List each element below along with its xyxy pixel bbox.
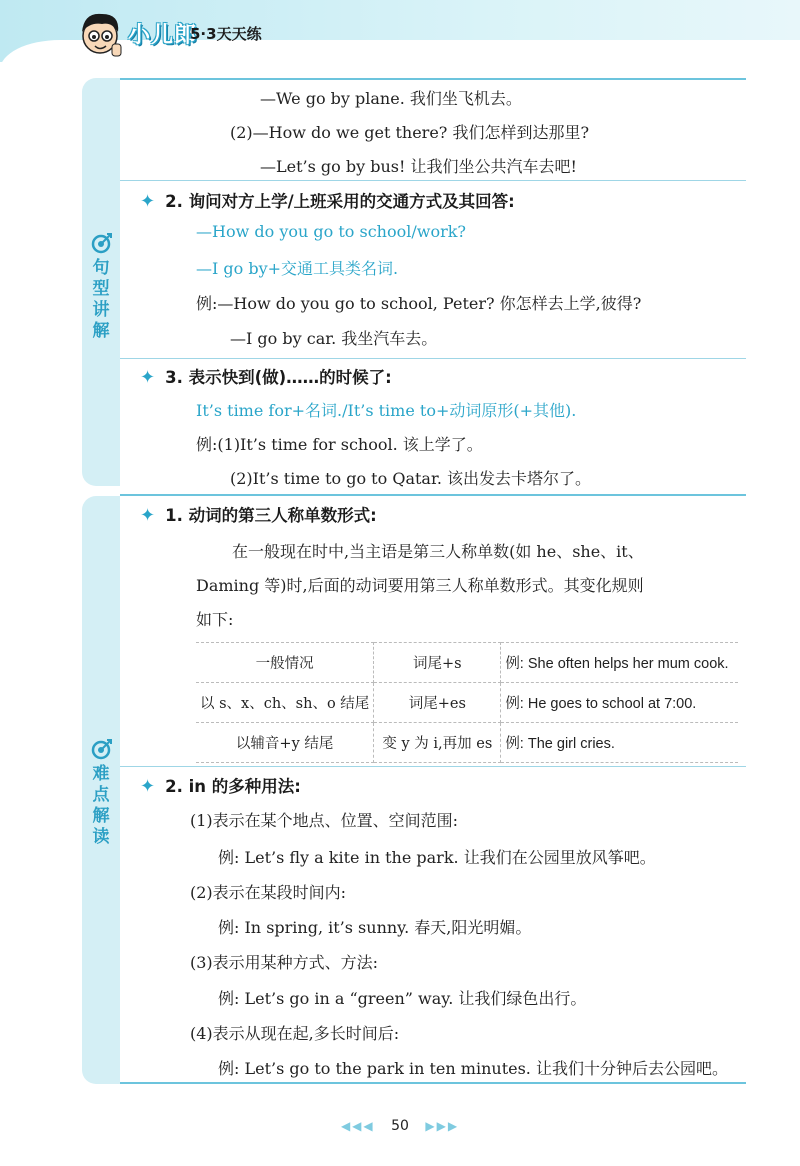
example-line: —We go by plane. 我们坐飞机去。 <box>260 89 522 108</box>
usage-line: (3)表示用某种方式、方法: <box>190 953 379 972</box>
paragraph-line: Daming 等)时,后面的动词要用第三人称单数形式。其变化规则 <box>196 576 644 595</box>
sparkle-icon: ✦ <box>140 191 156 212</box>
table-row <box>196 723 738 763</box>
table-cell: 一般情况 <box>196 643 374 683</box>
pattern-line: —How do you go to school/work? <box>196 222 466 241</box>
mascot-icon <box>72 6 128 62</box>
usage-line: (2)表示在某段时间内: <box>190 883 347 902</box>
brand-series: 5·3天天练 <box>190 25 262 43</box>
example-line: 例:(1)It’s time for school. 该上学了。 <box>196 435 483 454</box>
sidebar-label-char: 点 <box>92 785 110 805</box>
table-cell: 变 y 为 i,再加 es <box>374 723 501 763</box>
sidebar-label-char: 讲 <box>92 300 110 320</box>
example-line: (2)—How do we get there? 我们怎样到达那里? <box>230 123 590 142</box>
example-line: —I go by car. 我坐汽车去。 <box>230 329 438 348</box>
divider <box>120 180 746 181</box>
page-number: 50 <box>391 1118 409 1134</box>
sparkle-icon: ✦ <box>140 367 156 388</box>
sidebar-label-char: 型 <box>92 279 110 299</box>
item-heading: ✦ 2. in 的多种用法: <box>140 776 301 797</box>
paragraph-line: 如下: <box>196 610 234 629</box>
table-row <box>196 643 738 683</box>
divider <box>120 78 746 80</box>
table-cell: 以 s、x、ch、sh、o 结尾 <box>196 683 374 723</box>
example-line: 例:—How do you go to school, Peter? 你怎样去上学,彼得? <box>196 294 642 313</box>
example-line: —Let’s go by bus! 让我们坐公共汽车去吧! <box>260 157 577 176</box>
right-arrows-icon: ▶▶▶ <box>425 1119 460 1133</box>
sidebar-difficulty-explanation <box>82 496 120 1084</box>
pattern-line: It’s time for+名词./It’s time to+动词原形(+其他). <box>196 401 577 420</box>
item-heading: ✦ 1. 动词的第三人称单数形式: <box>140 505 377 526</box>
sidebar-label-char: 解 <box>92 321 110 341</box>
sidebar-label-char: 难 <box>92 764 110 784</box>
table-cell: 以辅音+y 结尾 <box>196 723 374 763</box>
table-cell: 例: He goes to school at 7:00. <box>501 683 738 723</box>
usage-line: (1)表示在某个地点、位置、空间范围: <box>190 811 459 830</box>
conjugation-rule-table <box>196 642 738 763</box>
table-cell: 例: She often helps her mum cook. <box>501 643 738 683</box>
sidebar-label-char: 解 <box>92 806 110 826</box>
sparkle-icon: ✦ <box>140 505 156 526</box>
sidebar-label-char: 句 <box>92 258 110 278</box>
example-line: 例: Let’s fly a kite in the park. 让我们在公园里放风筝吧。 <box>218 848 656 867</box>
paragraph-line: 在一般现在时中,当主语是第三人称单数(如 he、she、it、 <box>232 542 644 561</box>
item-heading: ✦ 2. 询问对方上学/上班采用的交通方式及其回答: <box>140 191 515 212</box>
target-icon <box>91 738 113 760</box>
usage-line: (4)表示从现在起,多长时间后: <box>190 1024 400 1043</box>
divider <box>120 494 746 496</box>
item-heading: ✦ 3. 表示快到(做)……的时候了: <box>140 367 392 388</box>
example-line: 例: Let’s go to the park in ten minutes. 让我们十分钟后去公园吧。 <box>218 1059 728 1078</box>
brand-name: 小儿郎 <box>128 23 198 48</box>
divider <box>120 358 746 359</box>
target-icon <box>91 232 113 254</box>
example-line: (2)It’s time to go to Qatar. 该出发去卡塔尔了。 <box>230 469 592 488</box>
table-cell: 例: The girl cries. <box>501 723 738 763</box>
pattern-line: —I go by+交通工具类名词. <box>196 259 399 278</box>
sidebar-label-char: 读 <box>92 827 110 847</box>
left-arrows-icon: ◀◀◀ <box>340 1119 375 1133</box>
table-cell: 词尾+s <box>374 643 501 683</box>
example-line: 例: Let’s go in a “green” way. 让我们绿色出行。 <box>218 989 587 1008</box>
example-line: 例: In spring, it’s sunny. 春天,阳光明媚。 <box>218 918 532 937</box>
table-row <box>196 683 738 723</box>
sparkle-icon: ✦ <box>140 776 156 797</box>
table-cell: 词尾+es <box>374 683 501 723</box>
sidebar-sentence-explanation <box>82 78 120 486</box>
divider <box>120 766 746 767</box>
page-footer <box>0 1118 800 1134</box>
divider <box>120 1082 746 1084</box>
